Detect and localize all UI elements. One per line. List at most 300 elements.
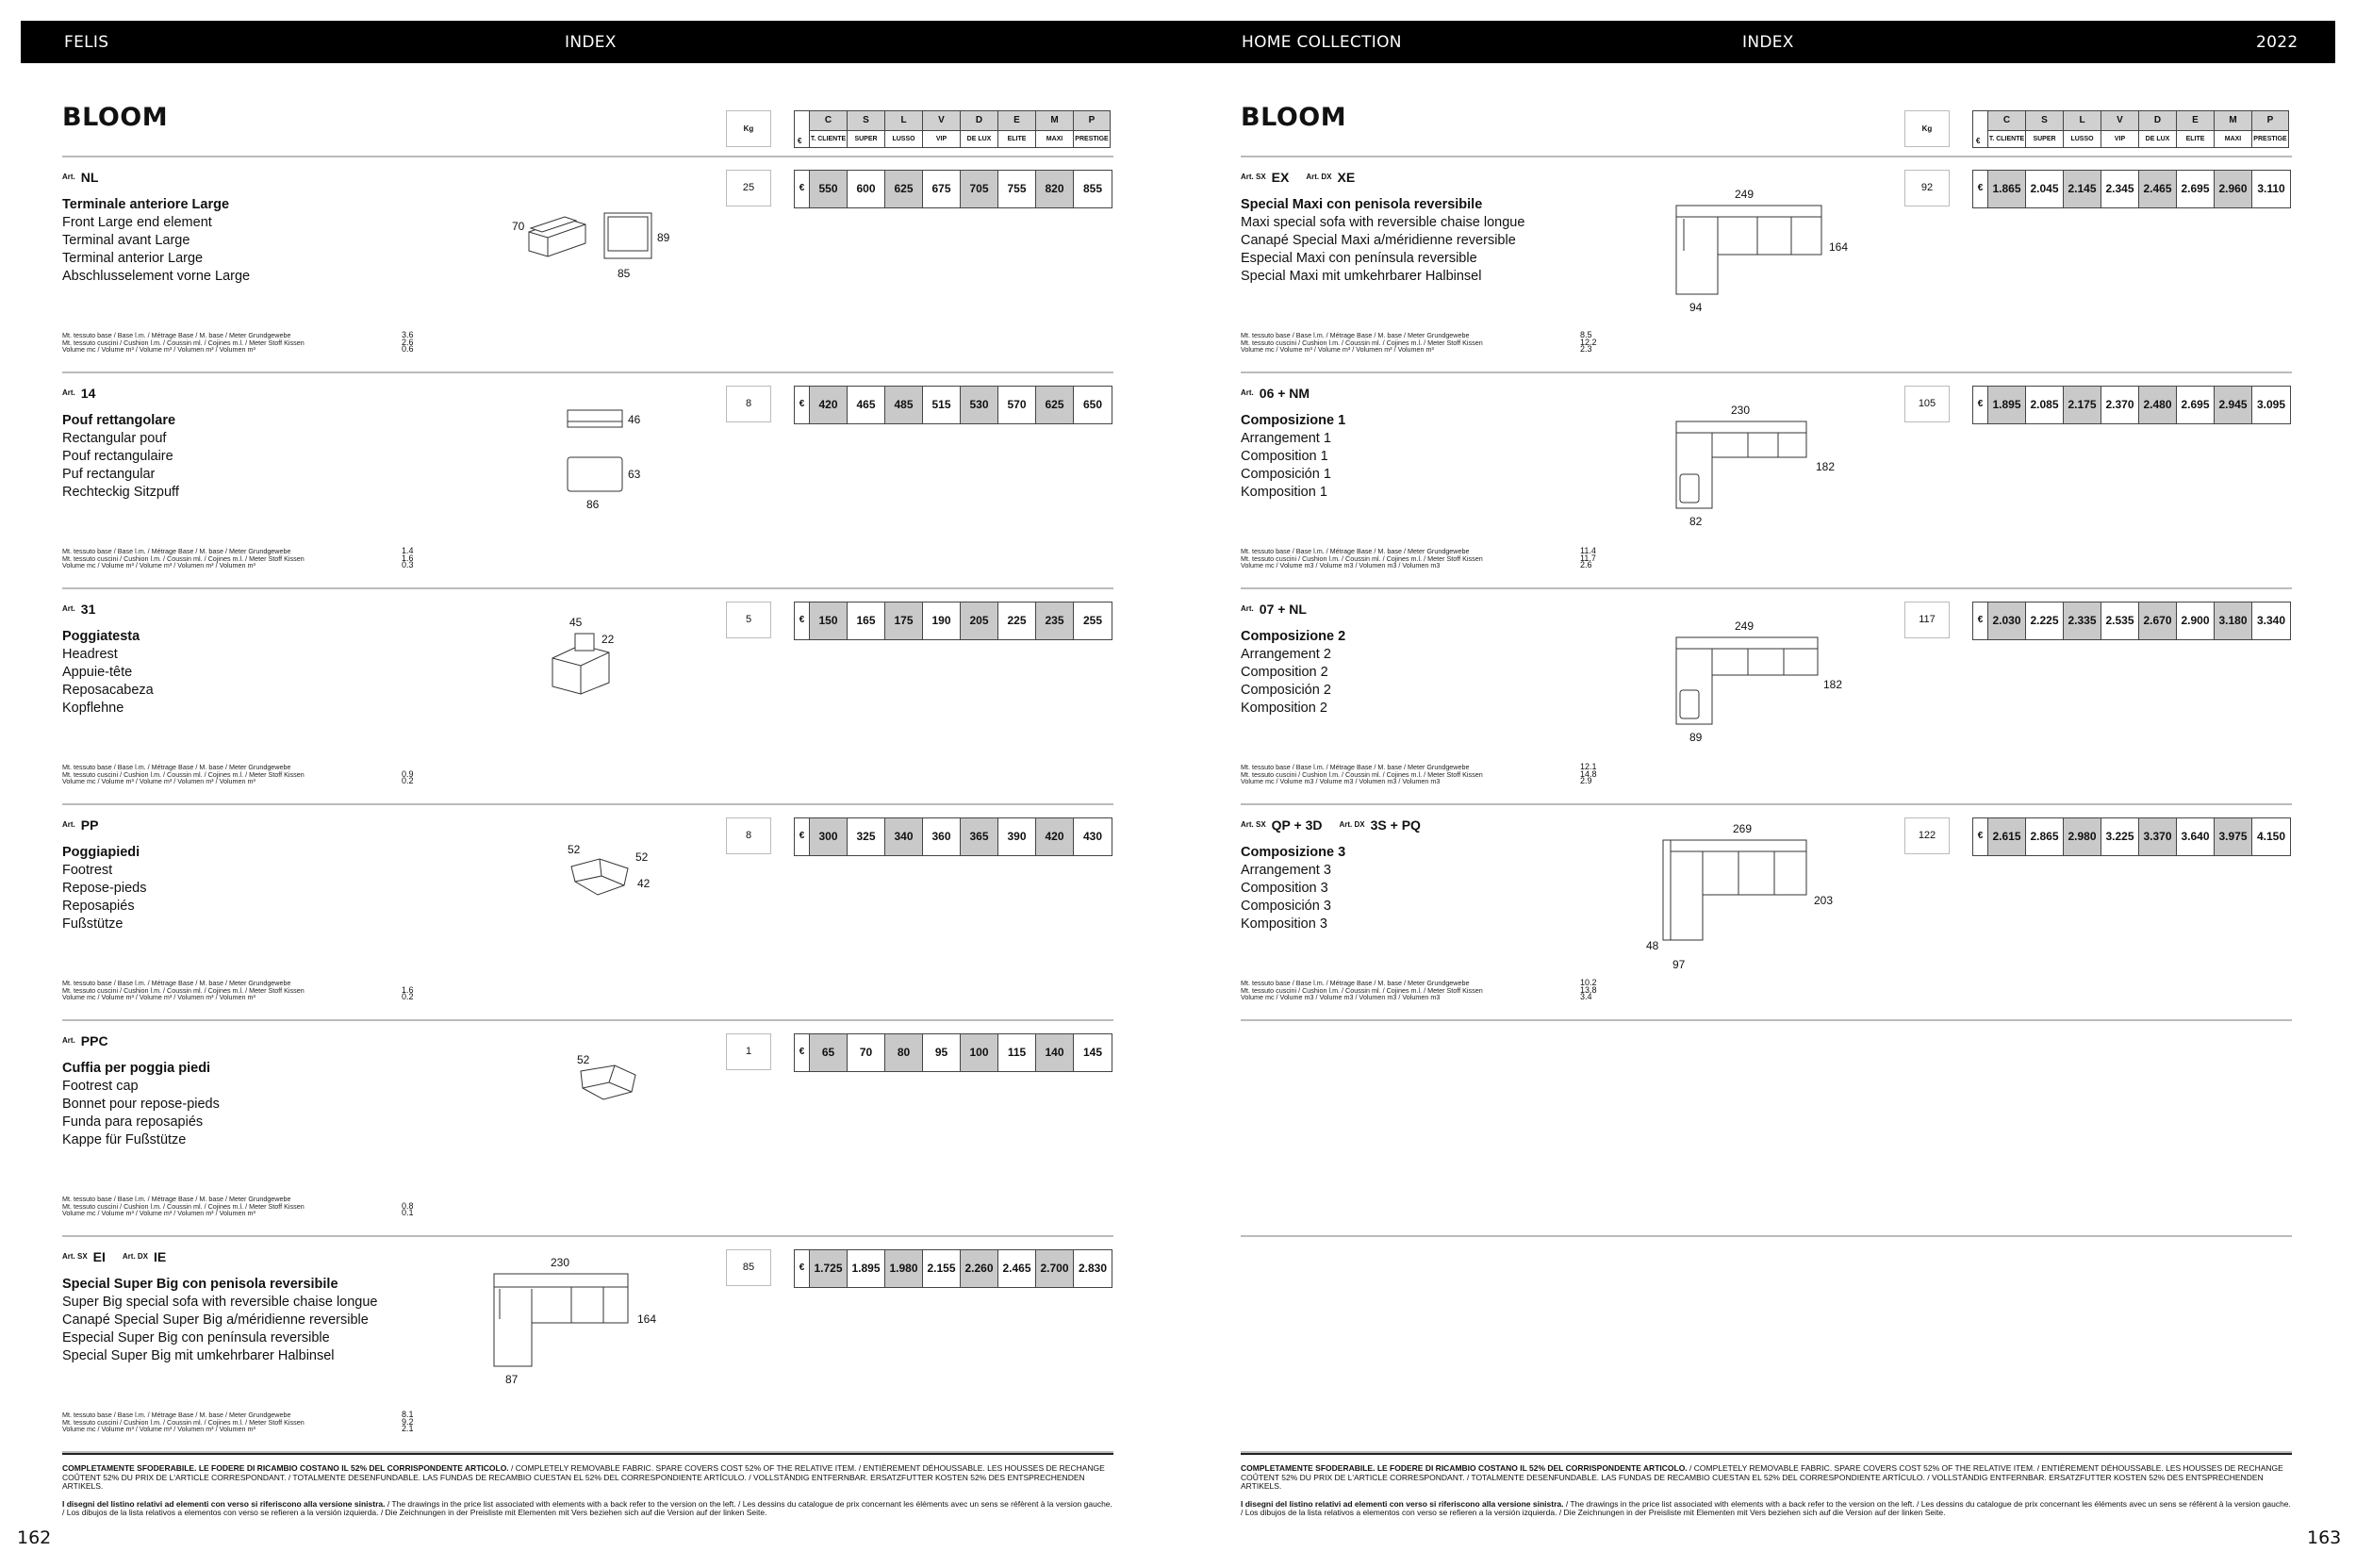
price-cell: 2.900 (2177, 602, 2215, 639)
euro-sign: € (795, 602, 810, 639)
grade-name: PRESTIGE (2253, 136, 2287, 142)
price-cell: 3.180 (2215, 602, 2252, 639)
fabric-line: Mt. tessuto cuscini / Cushion l.m. / Coussin ml. / Cojines m.l. / Meter Stoff Kissen (62, 769, 305, 779)
price-cell: 820 (1036, 171, 1074, 207)
price-cell: 2.980 (2064, 818, 2101, 855)
grade-name: LUSSO (2070, 136, 2094, 142)
fabric-line: Mt. tessuto base / Base l.m. / Métrage Base / M. base / Meter Grundgewebe (62, 331, 291, 339)
fabric-value: 2.6 (402, 337, 414, 347)
price-cell: 2.695 (2177, 387, 2215, 423)
art-number: NL (80, 170, 99, 185)
product-row (62, 804, 1137, 1019)
product-names (62, 844, 146, 933)
price-table (794, 1249, 1112, 1288)
price-cell: 115 (998, 1034, 1036, 1071)
art-label: Art. SX (1241, 173, 1266, 181)
fabric-line: Mt. tessuto base / Base l.m. / Métrage Base / M. base / Meter Grundgewebe (62, 979, 291, 987)
weight-kg: 8 (726, 386, 771, 422)
price-table (794, 1033, 1112, 1072)
dim-label: 182 (1823, 678, 1843, 691)
fabric-values (1580, 980, 1618, 1001)
fabric-value: 0.2 (402, 992, 414, 1002)
price-cell: 2.465 (998, 1250, 1036, 1287)
price-cell: 625 (885, 171, 923, 207)
art-number: 14 (80, 386, 96, 401)
drawing-note (62, 1500, 1113, 1518)
article-code (1241, 386, 1310, 401)
price-cell: 2.465 (2139, 171, 2177, 207)
price-cell: 2.145 (2064, 171, 2101, 207)
grade-name: MAXI (2224, 136, 2242, 142)
removable-note-bold: COMPLETAMENTE SFODERABILE. LE FODERE DI RICAMBIO COSTANO IL 52% DEL CORRISPONDENTE ARTICOLO. (1241, 1463, 1688, 1473)
fabric-value: 12.1 (1580, 762, 1597, 771)
drawing-note-text: / The drawings in the price list associated with elements with a back refer to the version on the left. / Les dessins du catalogue de prix concernant les éléments avec un sens se réfèrent à la version gauche. / Los dibujos de la lista relativos a elementos con verso se refieren a la versión izquierda. / Die Zeichnungen in der Preisliste mit Elementen mit Vers beziehen sich auf die Version auf der linken Seite. (1241, 1498, 2291, 1518)
fabric-line: Volume mc / Volume m3 / Volume m3 / Volumen m3 / Volumen m3 (1241, 993, 1441, 1002)
fabric-value: 0.3 (402, 560, 414, 570)
price-cell: 225 (998, 602, 1036, 639)
dim-label: 63 (628, 468, 641, 481)
grade-code: C (1988, 111, 2025, 131)
fabric-values (402, 332, 439, 354)
grade-column (2101, 110, 2138, 148)
art-number: EX (1271, 170, 1290, 185)
product-name: Repose-pieds (62, 881, 147, 896)
product-name: Composición 1 (1241, 467, 1331, 482)
product-name: Poggiapiedi (62, 845, 140, 860)
product-row (62, 372, 1137, 587)
price-cell: 3.225 (2101, 818, 2139, 855)
price-cell: 2.670 (2139, 602, 2177, 639)
article-code (62, 602, 95, 617)
euro-sign: € (795, 1034, 810, 1071)
price-cell: 855 (1082, 182, 1103, 195)
fabric-value: 0.9 (402, 768, 414, 779)
art-label: Art. (62, 820, 75, 829)
fabric-line: Mt. tessuto cuscini / Cushion l.m. / Coussin ml. / Cojines m.l. / Meter Stoff Kissen (62, 1201, 305, 1211)
fabric-line: Mt. tessuto base / Base l.m. / Métrage Base / M. base / Meter Grundgewebe (62, 763, 291, 771)
fabric-line: Mt. tessuto base / Base l.m. / Métrage Base / M. base / Meter Grundgewebe (1241, 763, 1470, 771)
price-cell: 165 (848, 602, 885, 639)
removable-note (62, 1464, 1113, 1492)
price-cell: 325 (848, 818, 885, 855)
price-cell: 465 (848, 387, 885, 423)
price-cell: 650 (1082, 398, 1103, 411)
article-code (1241, 817, 1421, 833)
page-title: BLOOM (62, 103, 169, 132)
product-name: Composición 3 (1241, 899, 1331, 914)
drawing-note-bold: I disegni del listino relativi ad elementi con verso si riferiscono alla versione sinistra. (62, 1498, 386, 1509)
weight-kg: 25 (726, 170, 771, 206)
fabric-value: 8.5 (1580, 330, 1592, 339)
price-cell: 2.945 (2215, 387, 2252, 423)
product-name: Especial Maxi con península reversible (1241, 251, 1477, 266)
price-cell: 255 (1082, 614, 1103, 627)
grade-column (2138, 110, 2176, 148)
product-name: Composizione 1 (1241, 413, 1346, 428)
dim-label: 269 (1733, 822, 1753, 835)
grade-name: SUPER (2033, 136, 2056, 142)
article-code (62, 1249, 166, 1264)
weight-kg: 85 (726, 1249, 771, 1286)
price-table (1972, 817, 2291, 856)
drawing-note-bold: I disegni del listino relativi ad elementi con verso si riferiscono alla versione sinistra. (1241, 1498, 1564, 1509)
price-cell: 485 (885, 387, 923, 423)
header-brand: FELIS (64, 33, 109, 52)
fabric-info (62, 548, 439, 569)
euro-sign: € (1973, 818, 1988, 855)
page-number-left: 162 (17, 1527, 52, 1548)
fabric-value: 3.6 (402, 330, 414, 339)
art-label: Art. DX (1306, 173, 1332, 181)
product-name: Especial Super Big con península reversible (62, 1330, 330, 1345)
weight-kg: 122 (1904, 817, 1950, 854)
article-code (1241, 602, 1307, 617)
dim-label: 86 (586, 498, 600, 511)
weight-kg: 92 (1904, 170, 1950, 206)
product-names (1241, 844, 1345, 933)
product-name: Super Big special sofa with reversible chaise longue (62, 1295, 378, 1310)
euro-sign: € (795, 1250, 810, 1287)
price-table (1972, 602, 2291, 640)
fabric-value: 11.4 (1580, 546, 1596, 555)
art-number: QP + 3D (1271, 817, 1323, 833)
price-table (1972, 386, 2291, 424)
dim-label: 70 (512, 220, 525, 233)
price-cell: 65 (810, 1034, 848, 1071)
price-table (794, 817, 1112, 856)
price-cell: 675 (923, 171, 961, 207)
price-cell: 2.535 (2101, 602, 2139, 639)
product-name: Footrest (62, 863, 113, 878)
product-name: Terminal avant Large (62, 233, 190, 248)
product-names (1241, 196, 1524, 286)
grade-column (2214, 110, 2251, 148)
fabric-line: Volume mc / Volume m3 / Volume m3 / Volumen m3 / Volumen m3 (1241, 561, 1441, 570)
price-cell: 705 (961, 171, 998, 207)
grade-name: T. CLIENTE (810, 136, 847, 142)
page-number-right: 163 (2307, 1527, 2342, 1548)
product-names (62, 196, 250, 286)
product-name: Composizione 2 (1241, 629, 1346, 644)
fabric-info (62, 764, 439, 785)
dim-label: 45 (569, 616, 583, 629)
fabric-value: 12.2 (1580, 337, 1597, 347)
price-cell: 100 (961, 1034, 998, 1071)
grade-column (809, 110, 847, 148)
price-cell: 2.960 (2215, 171, 2252, 207)
fabric-line: Mt. tessuto cuscini / Cushion l.m. / Coussin ml. / Cojines m.l. / Meter Stoff Kissen (62, 1417, 305, 1427)
weight-kg: 105 (1904, 386, 1950, 422)
grade-code: D (2139, 111, 2176, 131)
product-row (1241, 372, 2315, 587)
fabric-value: 10.2 (1580, 978, 1597, 987)
fabric-values (402, 1411, 439, 1433)
art-label: Art. (62, 604, 75, 613)
fabric-line: Mt. tessuto cuscini / Cushion l.m. / Coussin ml. / Cojines m.l. / Meter Stoff Kissen (1241, 985, 1483, 995)
grade-code: V (923, 111, 960, 131)
dim-label: 48 (1646, 939, 1659, 952)
art-number: 06 + NM (1259, 386, 1310, 401)
grade-name: ELITE (2185, 136, 2205, 142)
product-name: Reposapiés (62, 899, 135, 914)
art-label: Art. (1241, 604, 1254, 613)
price-cell: 2.480 (2139, 387, 2177, 423)
price-table (1972, 170, 2291, 208)
product-name: Rectangular pouf (62, 431, 167, 446)
price-cell: 360 (923, 818, 961, 855)
fabric-values (402, 764, 439, 785)
fabric-line: Mt. tessuto cuscini / Cushion l.m. / Coussin ml. / Cojines m.l. / Meter Stoff Kissen (1241, 553, 1483, 563)
fabric-line: Mt. tessuto cuscini / Cushion l.m. / Coussin ml. / Cojines m.l. / Meter Stoff Kissen (62, 553, 305, 563)
header-bar (21, 21, 2335, 63)
fabric-line: Mt. tessuto cuscini / Cushion l.m. / Coussin ml. / Cojines m.l. / Meter Stoff Kissen (62, 338, 305, 347)
fabric-line: Volume mc / Volume m³ / Volume m³ / Volumen m³ / Volumen m³ (62, 345, 255, 355)
divider (1241, 1235, 2292, 1237)
product-name: Maxi special sofa with reversible chaise longue (1241, 215, 1525, 230)
fabric-line: Volume mc / Volume m³ / Volume m³ / Volumen m³ / Volumen m³ (62, 993, 255, 1002)
footer-notes (62, 1464, 1113, 1527)
fabric-values (1580, 548, 1618, 569)
grade-column (847, 110, 884, 148)
grade-column (2063, 110, 2101, 148)
price-cell: 515 (923, 387, 961, 423)
fabric-info (62, 1196, 439, 1217)
art-number: PP (80, 817, 99, 833)
product-names (62, 412, 179, 502)
price-cell: 190 (923, 602, 961, 639)
fabric-line: Mt. tessuto base / Base l.m. / Métrage Base / M. base / Meter Grundgewebe (62, 1411, 291, 1419)
fabric-value: 14.8 (1580, 768, 1597, 779)
fabric-line: Volume mc / Volume m³ / Volume m³ / Volumen m³ / Volumen m³ (62, 1425, 255, 1434)
fabric-value: 1.4 (402, 546, 414, 555)
price-cell: 140 (1036, 1034, 1074, 1071)
grade-column (2025, 110, 2063, 148)
right-page (1241, 63, 2334, 1534)
product-name: Pouf rettangolare (62, 413, 176, 428)
product-name: Fußstütze (62, 916, 124, 932)
fabric-value: 0.1 (402, 1208, 414, 1218)
price-cell: 1.895 (1988, 387, 2026, 423)
grade-name: ELITE (1007, 136, 1027, 142)
fabric-info (1241, 980, 1618, 1001)
price-cell: 150 (810, 602, 848, 639)
fabric-line: Mt. tessuto cuscini / Cushion l.m. / Coussin ml. / Cojines m.l. / Meter Stoff Kissen (62, 985, 305, 995)
fabric-value: 0.6 (402, 344, 414, 355)
product-name: Rechteckig Sitzpuff (62, 485, 179, 500)
price-cell: 340 (885, 818, 923, 855)
grade-code: V (2101, 111, 2138, 131)
price-cell: 205 (961, 602, 998, 639)
grade-code: C (810, 111, 847, 131)
fabric-value: 8.1 (402, 1410, 414, 1419)
dim-label: 89 (1689, 731, 1703, 744)
dim-label: 87 (505, 1373, 519, 1386)
dim-label: 164 (1829, 240, 1849, 254)
dim-label: 52 (635, 850, 649, 864)
product-name: Terminale anteriore Large (62, 197, 230, 212)
grade-column (884, 110, 922, 148)
dim-label: 182 (1816, 460, 1836, 473)
grade-code: S (2026, 111, 2063, 131)
price-table (794, 170, 1112, 208)
removable-note-text: / COMPLETELY REMOVABLE FABRIC. SPARE COVERS COST 52% OF THE RELATIVE ITEM. / ENTIÈREMENT DÉHOUSSABLE. LES HOUSSES DE RECHANGE COÛTENT 52% DU PRIX DE L'ARTICLE CORRESPONDANT. / TOTALMENTE DESENFUNDABLE. LAS FUNDAS DE RECAMBIO CUESTAN EL 52% DEL CORRESPONDIENTE ARTÍCULO. / VOLLSTÄNDIG ENTFERNBAR. ERSATZFUTTER KOSTEN 52% DES ENTSPRECHENDEN ARTIKELS. (62, 1463, 1105, 1492)
price-cell: 550 (810, 171, 848, 207)
fabric-line: Volume mc / Volume m³ / Volume m³ / Volumen m³ / Volumen m³ (62, 1209, 255, 1218)
product-name: Front Large end element (62, 215, 212, 230)
price-cell: 300 (810, 818, 848, 855)
dim-label: 249 (1735, 619, 1755, 633)
price-cell: 570 (998, 387, 1036, 423)
price-cell: 2.695 (2177, 171, 2215, 207)
grade-name: DE LUX (966, 136, 992, 142)
product-names (1241, 628, 1345, 718)
dim-label: 46 (628, 413, 641, 426)
fabric-line: Mt. tessuto base / Base l.m. / Métrage Base / M. base / Meter Grundgewebe (62, 1195, 291, 1203)
dim-label: 42 (637, 877, 651, 890)
divider (1241, 1019, 2292, 1021)
price-cell: 3.975 (2215, 818, 2252, 855)
price-cell: 365 (961, 818, 998, 855)
grade-code: P (1074, 111, 1110, 131)
product-name: Composición 2 (1241, 683, 1331, 698)
dim-label: 94 (1689, 301, 1703, 314)
price-cell: 2.370 (2101, 387, 2139, 423)
grade-column (1987, 110, 2025, 148)
product-name: Special Super Big con penisola reversibile (62, 1277, 338, 1292)
product-name: Composition 2 (1241, 665, 1328, 680)
fabric-info (62, 332, 439, 354)
grade-column (1073, 110, 1111, 148)
fabric-value: 1.6 (402, 553, 414, 563)
fabric-info (1241, 548, 1618, 569)
grade-code: L (885, 111, 922, 131)
price-cell: 2.865 (2026, 818, 2064, 855)
grade-header (794, 110, 1111, 148)
product-row (1241, 157, 2315, 371)
art-label: Art. DX (1339, 820, 1365, 829)
price-cell: 2.085 (2026, 387, 2064, 423)
removable-note-text: / COMPLETELY REMOVABLE FABRIC. SPARE COVERS COST 52% OF THE RELATIVE ITEM. / ENTIÈREMENT DÉHOUSSABLE. LES HOUSSES DE RECHANGE COÛTENT 52% DU PRIX DE L'ARTICLE CORRESPONDANT. / TOTALMENTE DESENFUNDABLE. LAS FUNDAS DE RECAMBIO CUESTAN EL 52% DEL CORRESPONDIENTE ARTÍCULO. / VOLLSTÄNDIG ENTFERNBAR. ERSATZFUTTER KOSTEN 52% DES ENTSPRECHENDEN ARTIKELS. (1241, 1463, 2283, 1492)
grade-code: P (2252, 111, 2288, 131)
fabric-info (1241, 332, 1618, 354)
page-title: BLOOM (1241, 103, 1347, 132)
fabric-info (62, 980, 439, 1001)
fabric-line: Volume mc / Volume m3 / Volume m3 / Volumen m3 / Volumen m3 (1241, 777, 1441, 786)
euro-sign: € (795, 171, 810, 207)
fabric-value: 13.8 (1580, 984, 1597, 995)
grade-column (997, 110, 1035, 148)
grade-code: L (2064, 111, 2101, 131)
product-row (62, 588, 1137, 803)
price-cell: 80 (885, 1034, 923, 1071)
euro-sign: € (795, 387, 810, 423)
header-index-left: INDEX (565, 33, 617, 52)
art-number: XE (1337, 170, 1356, 185)
product-row (62, 157, 1137, 371)
price-cell: 70 (848, 1034, 885, 1071)
price-cell: 2.615 (1988, 818, 2026, 855)
fabric-value: 2.6 (1580, 560, 1592, 570)
grade-code: E (2177, 111, 2214, 131)
product-name: Special Maxi mit umkehrbarer Halbinsel (1241, 269, 1482, 284)
product-names (62, 1276, 378, 1365)
footer-notes (1241, 1464, 2292, 1527)
dim-label: 249 (1735, 188, 1755, 201)
product-name: Komposition 3 (1241, 916, 1327, 932)
fabric-value: 2.9 (1580, 776, 1592, 786)
product-name: Poggiatesta (62, 629, 140, 644)
dim-label: 164 (637, 1312, 657, 1326)
kg-header: Kg (1904, 110, 1950, 147)
price-cell: 430 (1082, 830, 1103, 843)
price-cell: 95 (923, 1034, 961, 1071)
weight-kg: 117 (1904, 602, 1950, 638)
price-cell: 530 (961, 387, 998, 423)
product-names (62, 1060, 220, 1149)
drawing-note-text: / The drawings in the price list associated with elements with a back refer to the version on the left. / Les dessins du catalogue de prix concernant les éléments avec un sens se réfèrent à la version gauche. / Los dibujos de la lista relativos a elementos con verso se refieren a la versión izquierda. / Die Zeichnungen in der Preisliste mit Elementen mit Vers beziehen sich auf die Version auf der linken Seite. (62, 1498, 1112, 1518)
product-row (1241, 588, 2315, 803)
removable-note-bold: COMPLETAMENTE SFODERABILE. LE FODERE DI RICAMBIO COSTANO IL 52% DEL CORRISPONDENTE ARTICOLO. (62, 1463, 509, 1473)
product-name: Footrest cap (62, 1079, 139, 1094)
price-cell: 2.045 (2026, 171, 2064, 207)
art-number: 31 (80, 602, 96, 617)
dim-label: 82 (1689, 515, 1703, 528)
grade-name: DE LUX (2145, 136, 2170, 142)
fabric-line: Volume mc / Volume m³ / Volume m³ / Volumen m³ / Volumen m³ (1241, 345, 1434, 355)
product-name: Arrangement 1 (1241, 431, 1331, 446)
product-name: Kopflehne (62, 701, 124, 716)
product-name: Composition 3 (1241, 881, 1328, 896)
product-name: Canapé Special Maxi a/méridienne reversible (1241, 233, 1516, 248)
price-cell: 420 (810, 387, 848, 423)
article-code (62, 817, 98, 833)
price-cell: 3.640 (2177, 818, 2215, 855)
fabric-values (1580, 764, 1618, 785)
price-cell: 625 (1036, 387, 1074, 423)
product-name: Canapé Special Super Big a/méridienne reversible (62, 1312, 369, 1328)
art-label: Art. (1241, 388, 1254, 397)
product-names (62, 628, 154, 718)
weight-kg: 5 (726, 602, 771, 638)
header-index-right: INDEX (1742, 33, 1794, 52)
fabric-info (1241, 764, 1618, 785)
kg-header: Kg (726, 110, 771, 147)
euro-sign: € (795, 818, 810, 855)
price-cell: 2.155 (923, 1250, 961, 1287)
product-names (1241, 412, 1345, 502)
price-cell: 2.260 (961, 1250, 998, 1287)
grade-code: D (961, 111, 997, 131)
grade-name: MAXI (1046, 136, 1063, 142)
euro-sign: € (1973, 602, 1988, 639)
grade-column (922, 110, 960, 148)
grade-column (2251, 110, 2289, 148)
grade-name: VIP (2114, 136, 2126, 142)
article-code (62, 386, 95, 401)
euro-sign: € (798, 137, 802, 145)
dim-label: 89 (657, 231, 670, 244)
grade-name: PRESTIGE (1075, 136, 1109, 142)
price-cell: 3.370 (2139, 818, 2177, 855)
art-label: Art. DX (122, 1252, 149, 1261)
grade-name: T. CLIENTE (1988, 136, 2025, 142)
art-number: IE (154, 1249, 167, 1264)
grade-code: E (998, 111, 1035, 131)
product-name: Cuffia per poggia piedi (62, 1061, 211, 1076)
product-name: Bonnet pour repose-pieds (62, 1097, 220, 1112)
grade-name: SUPER (854, 136, 878, 142)
article-code (62, 1033, 108, 1048)
